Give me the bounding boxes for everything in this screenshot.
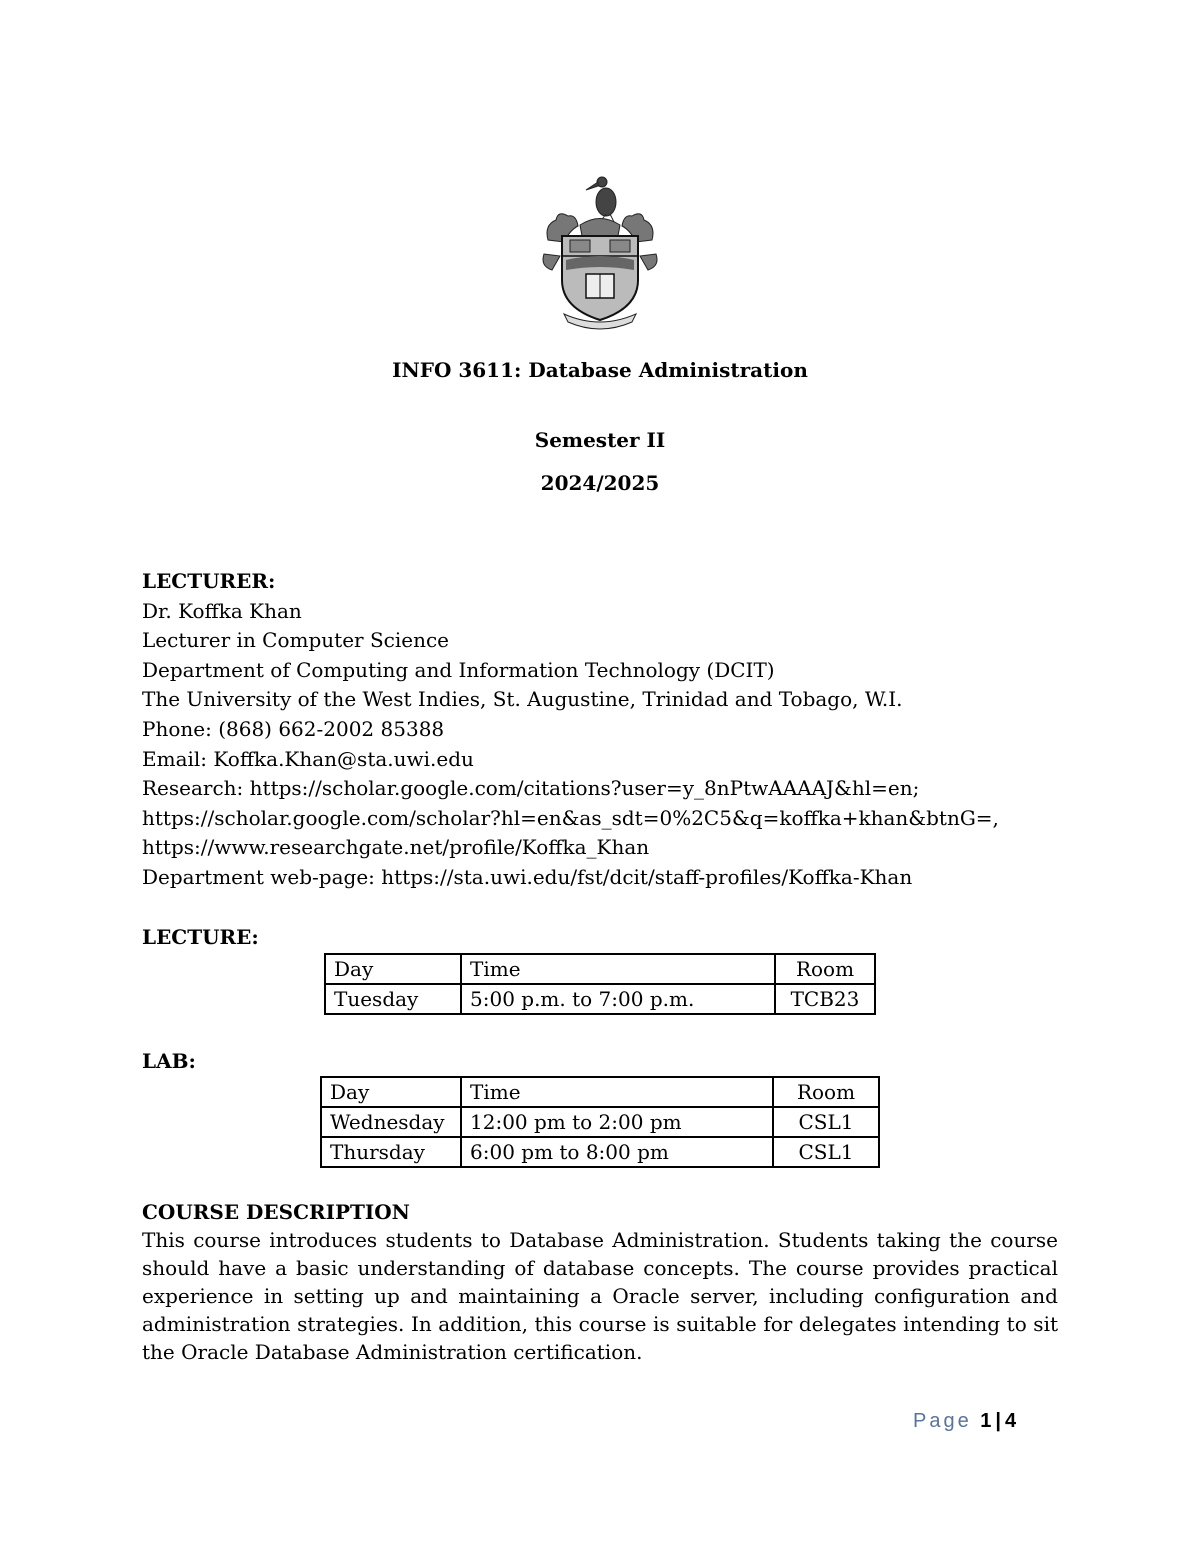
course-title: INFO 3611: Database Administration [392,358,808,382]
table-header-row [321,1077,879,1107]
lecturer-block [142,567,999,893]
university-crest-logo [540,170,660,330]
lecturer-department: Department of Computing and Information Technology (DCIT) [142,657,775,682]
page-current: 1 [980,1410,992,1432]
lecturer-university: The University of the West Indies, St. Augustine, Trinidad and Tobago, W.I. [142,687,903,712]
page-separator: | [995,1410,1002,1432]
lecturer-position: Lecturer in Computer Science [142,628,450,653]
research-link-3[interactable]: https://www.researchgate.net/profile/Koffka_Khan [142,835,650,860]
page-footer [913,1410,1016,1433]
lab-heading: LAB: [142,1049,196,1073]
lecture-table [324,953,876,1015]
table-header-row [325,954,875,984]
research-link-2[interactable]: https://scholar.google.com/scholar?hl=en&as_sdt=0%2C5&q=koffka+khan&btnG=, [142,805,999,830]
cell-time: 6:00 pm to 8:00 pm [461,1137,773,1167]
cell-day: Wednesday [321,1107,461,1137]
page-word: Page [913,1410,972,1432]
semester: Semester II [534,428,666,452]
table-row [321,1137,879,1167]
cell-room: CSL1 [773,1107,879,1137]
lecturer-email: Email: Koffka.Khan@sta.uwi.edu [142,746,474,771]
cell-day: Tuesday [325,984,461,1014]
header-day: Day [321,1077,461,1107]
cell-day: Thursday [321,1137,461,1167]
academic-year: 2024/2025 [540,471,660,495]
table-row [325,984,875,1014]
cell-room: TCB23 [775,984,875,1014]
header-room: Room [775,954,875,984]
header-room: Room [773,1077,879,1107]
header-time: Time [461,1077,773,1107]
table-row [321,1107,879,1137]
lecturer-phone: Phone: (868) 662-2002 85388 [142,716,445,741]
lecturer-heading: LECTURER: [142,569,276,593]
course-description-heading: COURSE DESCRIPTION [142,1200,410,1224]
lecture-heading: LECTURE: [142,925,259,949]
lab-table [320,1076,880,1168]
header-time: Time [461,954,775,984]
course-description-text: This course introduces students to Database Administration. Students taking the course should have a basic understanding of database concepts. The course provides practical experience in setting up and maintaining a Oracle server, including configuration and administration strategies. In addition, this course is suitable for delegates intending to sit the Oracle Database Administration certification. [142,1228,1058,1364]
cell-room: CSL1 [773,1137,879,1167]
page-total: 4 [1005,1410,1017,1432]
cell-time: 12:00 pm to 2:00 pm [461,1107,773,1137]
research-link-1[interactable]: Research: https://scholar.google.com/citations?user=y_8nPtwAAAAJ&hl=en; [142,776,920,801]
department-webpage[interactable]: Department web-page: https://sta.uwi.edu/fst/dcit/staff-profiles/Koffka-Khan [142,864,913,889]
cell-time: 5:00 p.m. to 7:00 p.m. [461,984,775,1014]
header-day: Day [325,954,461,984]
lecturer-name: Dr. Koffka Khan [142,598,302,623]
